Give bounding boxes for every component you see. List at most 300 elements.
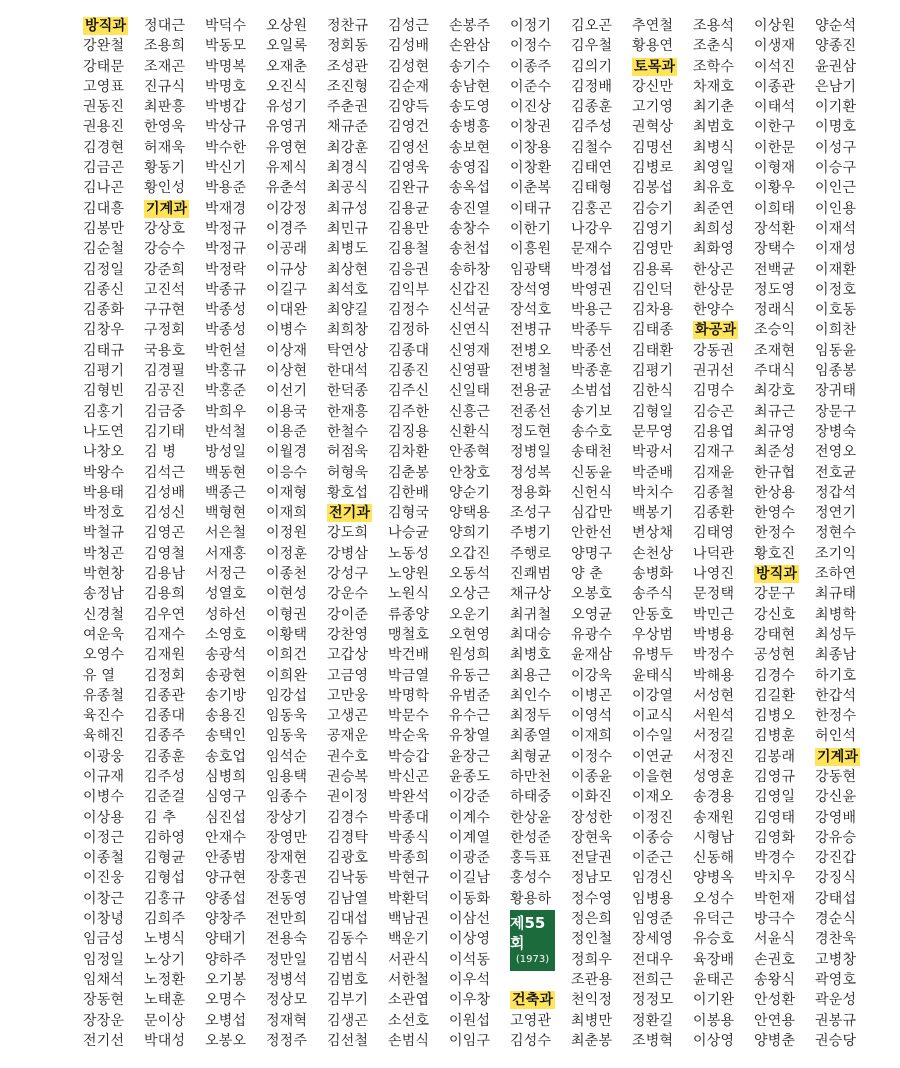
graduate-name: 김종주 [144, 728, 186, 745]
graduate-name: 김경수 [327, 809, 369, 826]
graduate-name: 서원석 [693, 708, 735, 725]
graduate-name: 김용엽 [693, 423, 735, 440]
graduate-name: 조용희 [144, 38, 186, 55]
graduate-name: 최상현 [327, 261, 369, 278]
graduate-name: 한상윤 [510, 809, 552, 826]
graduate-name: 박병용 [693, 626, 735, 643]
graduate-name: 정인철 [571, 931, 613, 948]
graduate-name: 김완규 [388, 180, 430, 197]
graduate-name: 이준수 [510, 78, 552, 95]
graduate-name: 소영호 [205, 626, 247, 643]
graduate-name: 이생재 [754, 38, 796, 55]
graduate-name: 나도연 [83, 423, 125, 440]
graduate-name: 박환덕 [388, 890, 430, 907]
graduate-name: 김정회 [144, 667, 186, 684]
graduate-name: 송옥섭 [449, 180, 491, 197]
graduate-name: 이상영 [449, 931, 491, 948]
graduate-name: 정병일 [510, 444, 552, 461]
graduate-name: 조성구 [510, 505, 552, 522]
graduate-name: 김희주 [144, 911, 186, 928]
graduate-name: 김경수 [754, 667, 796, 684]
graduate-name: 박헌설 [205, 342, 247, 359]
graduate-name: 소선호 [388, 1012, 430, 1029]
graduate-name: 김종훈 [571, 99, 613, 116]
graduate-name: 김영철 [144, 545, 186, 562]
graduate-name: 최준연 [693, 200, 735, 217]
graduate-name: 박용준 [205, 180, 247, 197]
graduate-name: 이석동 [449, 951, 491, 968]
graduate-name: 송영집 [449, 160, 491, 177]
graduate-name: 김영기 [632, 220, 674, 237]
graduate-name: 조병혁 [632, 1032, 674, 1049]
graduate-name: 이상영 [693, 1032, 735, 1049]
graduate-name: 이인용 [815, 200, 857, 217]
graduate-name: 오상원 [266, 18, 308, 34]
graduate-name: 방극수 [754, 911, 796, 928]
graduate-name: 한정수 [754, 525, 796, 542]
graduate-name: 김춘봉 [388, 464, 430, 481]
graduate-name: 전동영 [266, 890, 308, 907]
graduate-name: 이희건 [266, 647, 308, 664]
graduate-name: 장홍권 [266, 870, 308, 887]
graduate-name: 박신곤 [388, 768, 430, 785]
graduate-name: 양순석 [815, 18, 857, 34]
graduate-name: 정정모 [632, 992, 674, 1009]
graduate-name: 박홍규 [205, 363, 247, 380]
graduate-name: 전병규 [510, 322, 552, 339]
graduate-name: 여운욱 [83, 626, 125, 643]
graduate-name: 박용근 [571, 302, 613, 319]
graduate-name: 유승호 [693, 931, 735, 948]
graduate-name: 문무영 [632, 423, 674, 440]
graduate-name: 김형섭 [144, 870, 186, 887]
graduate-name: 조관용 [571, 971, 613, 988]
graduate-name: 김정배 [571, 78, 613, 95]
graduate-name: 이선기 [266, 383, 308, 400]
graduate-name: 이병수 [266, 322, 308, 339]
graduate-name: 김종진 [388, 363, 430, 380]
graduate-name: 나영진 [693, 566, 735, 583]
graduate-name: 최규영 [754, 423, 796, 440]
graduate-name: 권동진 [83, 99, 125, 116]
graduate-name: 송도영 [449, 99, 491, 116]
graduate-name: 강운수 [327, 586, 369, 603]
graduate-name: 한대석 [327, 363, 369, 380]
graduate-name: 강병삼 [327, 545, 369, 562]
graduate-name: 이대완 [266, 302, 308, 319]
graduate-name: 이인근 [815, 180, 857, 197]
graduate-name: 조진형 [327, 78, 369, 95]
graduate-name: 김한식 [632, 383, 674, 400]
graduate-name: 김차환 [388, 444, 430, 461]
graduate-name: 이강욱 [571, 667, 613, 684]
graduate-name: 한갑석 [815, 687, 857, 704]
graduate-name: 최판흥 [144, 99, 186, 116]
graduate-name: 이태규 [510, 200, 552, 217]
graduate-name: 김영욱 [388, 160, 430, 177]
graduate-name: 한영욱 [144, 119, 186, 136]
graduate-name: 한덕종 [327, 383, 369, 400]
graduate-name: 권봉규 [815, 1012, 857, 1029]
graduate-name: 이현성 [266, 586, 308, 603]
graduate-name: 김주신 [388, 383, 430, 400]
graduate-name: 김순재 [388, 78, 430, 95]
graduate-name: 송재원 [693, 809, 735, 826]
graduate-name: 허인석 [815, 728, 857, 745]
graduate-name: 정희우 [571, 951, 613, 968]
graduate-name: 김 병 [144, 444, 177, 461]
graduate-name: 신동해 [693, 850, 735, 867]
graduate-name: 정만일 [266, 951, 308, 968]
graduate-name: 김영태 [754, 809, 796, 826]
graduate-name: 강징식 [815, 870, 857, 887]
graduate-name: 김성현 [388, 58, 430, 75]
graduate-name: 김용만 [388, 220, 430, 237]
graduate-name: 이정진 [632, 809, 674, 826]
graduate-name: 김응권 [388, 261, 430, 278]
graduate-name: 최영일 [693, 160, 735, 177]
graduate-name: 박금열 [388, 667, 430, 684]
graduate-name: 이흥원 [510, 241, 552, 258]
graduate-name: 김태환 [632, 342, 674, 359]
graduate-name: 이종천 [266, 566, 308, 583]
graduate-name: 최춘봉 [571, 1032, 613, 1049]
graduate-name: 김인덕 [632, 281, 674, 298]
graduate-name: 김철수 [571, 139, 613, 156]
graduate-name: 송하창 [449, 261, 491, 278]
class-number-seal [510, 910, 555, 971]
graduate-name: 이기환 [815, 99, 857, 116]
graduate-name: 임강섭 [266, 687, 308, 704]
graduate-name: 강신만 [632, 78, 674, 95]
graduate-name: 양순기 [449, 484, 491, 501]
graduate-name: 이재석 [815, 220, 857, 237]
graduate-name: 김봉래 [754, 748, 796, 765]
graduate-name: 김종철 [693, 484, 735, 501]
graduate-name: 안성환 [754, 992, 796, 1009]
graduate-name: 곽운성 [815, 992, 857, 1009]
graduate-name: 이창권 [510, 119, 552, 136]
graduate-name: 이종철 [83, 850, 125, 867]
graduate-name: 정정주 [266, 1032, 308, 1049]
graduate-name: 김종신 [83, 281, 125, 298]
graduate-name: 최인수 [510, 687, 552, 704]
graduate-name: 김공진 [144, 383, 186, 400]
graduate-name: 이길남 [449, 870, 491, 887]
graduate-name: 진쾌범 [510, 566, 552, 583]
graduate-name: 구규현 [144, 302, 186, 319]
graduate-name: 김영화 [754, 829, 796, 846]
graduate-name: 이화진 [571, 789, 613, 806]
graduate-name: 신헌식 [571, 484, 613, 501]
graduate-name: 송주식 [632, 586, 674, 603]
graduate-name: 한철수 [327, 423, 369, 440]
graduate-name: 양병춘 [754, 1032, 796, 1049]
graduate-name: 고영관 [510, 1012, 552, 1029]
graduate-name: 신경철 [83, 606, 125, 623]
graduate-name: 정도영 [754, 281, 796, 298]
graduate-name: 백형현 [205, 505, 247, 522]
graduate-name: 강승수 [144, 241, 186, 258]
graduate-name: 조성관 [327, 58, 369, 75]
graduate-name: 조재현 [754, 342, 796, 359]
graduate-name: 조재곤 [144, 58, 186, 75]
graduate-name: 노태훈 [144, 992, 186, 1009]
graduate-name: 한상용 [754, 484, 796, 501]
graduate-name: 오상근 [449, 586, 491, 603]
graduate-name: 장병숙 [815, 423, 857, 440]
graduate-name: 김홍규 [144, 890, 186, 907]
graduate-name: 이재성 [815, 241, 857, 258]
graduate-name: 김 추 [144, 809, 177, 826]
graduate-name: 유영현 [266, 139, 308, 156]
graduate-name: 박정규 [205, 220, 247, 237]
graduate-name: 송수호 [571, 423, 613, 440]
graduate-name: 이우석 [449, 971, 491, 988]
graduate-name: 장재현 [266, 850, 308, 867]
graduate-name: 김성근 [388, 18, 430, 34]
graduate-name: 송창수 [449, 220, 491, 237]
graduate-name: 한규협 [754, 464, 796, 481]
graduate-name: 김순철 [83, 241, 125, 258]
graduate-name: 노동성 [388, 545, 430, 562]
graduate-name: 양종진 [815, 38, 857, 55]
graduate-name: 조하연 [815, 566, 857, 583]
graduate-name: 백운기 [388, 931, 430, 948]
graduate-name: 이창환 [510, 160, 552, 177]
graduate-name: 김길환 [754, 687, 796, 704]
graduate-name: 신흥근 [449, 403, 491, 420]
graduate-name: 최민규 [327, 220, 369, 237]
graduate-name: 고갑상 [327, 647, 369, 664]
graduate-name: 문정택 [693, 586, 735, 603]
graduate-name: 양종섭 [205, 890, 247, 907]
graduate-name: 박종선 [571, 342, 613, 359]
graduate-name: 안동호 [632, 606, 674, 623]
graduate-name: 이정수 [510, 38, 552, 55]
graduate-name: 성영훈 [693, 768, 735, 785]
graduate-name: 이재형 [266, 484, 308, 501]
graduate-name: 최강호 [754, 383, 796, 400]
graduate-name: 김정수 [388, 302, 430, 319]
graduate-name: 김주성 [571, 119, 613, 136]
graduate-name: 양명구 [571, 545, 613, 562]
graduate-name: 나덕관 [693, 545, 735, 562]
department-label: 방직과 [85, 18, 127, 34]
graduate-name: 송왕식 [754, 971, 796, 988]
graduate-name: 신영재 [449, 342, 491, 359]
graduate-name: 최희창 [327, 322, 369, 339]
graduate-name: 유수근 [449, 708, 491, 725]
graduate-name: 임광택 [510, 261, 552, 278]
graduate-name: 정성복 [510, 464, 552, 481]
graduate-name: 최대승 [510, 626, 552, 643]
graduate-name: 권귀선 [693, 363, 735, 380]
graduate-name: 이연균 [632, 748, 674, 765]
graduate-name: 황용연 [632, 38, 674, 55]
graduate-name: 이병수 [83, 789, 125, 806]
graduate-name: 이정원 [266, 525, 308, 542]
graduate-name: 정상모 [266, 992, 308, 1009]
graduate-name: 박신기 [205, 160, 247, 177]
graduate-name: 장영만 [266, 829, 308, 846]
graduate-name: 최양길 [327, 302, 369, 319]
graduate-name: 송호업 [205, 748, 247, 765]
graduate-name: 이영석 [571, 708, 613, 725]
graduate-name: 김동수 [327, 931, 369, 948]
graduate-name: 안종혁 [449, 444, 491, 461]
graduate-name: 신일태 [449, 383, 491, 400]
graduate-name: 오갑진 [449, 545, 491, 562]
graduate-name: 탁연상 [327, 342, 369, 359]
graduate-name: 최성두 [815, 626, 857, 643]
graduate-name: 김준걸 [144, 789, 186, 806]
graduate-name: 유광수 [571, 626, 613, 643]
graduate-name: 차재호 [693, 78, 735, 95]
graduate-name: 서은철 [205, 525, 247, 542]
department-heading [144, 199, 205, 219]
graduate-name: 양 춘 [571, 566, 604, 583]
graduate-name: 김의기 [571, 58, 613, 75]
graduate-name: 경순식 [815, 911, 857, 928]
graduate-name: 최유호 [693, 180, 735, 197]
graduate-name: 정도현 [510, 423, 552, 440]
graduate-name: 황호섭 [327, 484, 369, 501]
graduate-name: 윤권삼 [815, 58, 857, 75]
graduate-name: 곽영호 [815, 971, 857, 988]
graduate-name: 한영수 [754, 505, 796, 522]
graduate-name: 이석진 [754, 58, 796, 75]
graduate-name: 송기방 [205, 687, 247, 704]
graduate-name: 송경용 [693, 789, 735, 806]
graduate-name: 강진갑 [815, 850, 857, 867]
graduate-name: 안종범 [205, 850, 247, 867]
department-heading [693, 320, 754, 340]
graduate-name: 최공식 [327, 180, 369, 197]
graduate-name: 임경신 [632, 870, 674, 887]
graduate-name: 류종양 [388, 606, 430, 623]
graduate-name: 김부기 [327, 992, 369, 1009]
graduate-name: 이정근 [83, 829, 125, 846]
graduate-name: 최종열 [510, 728, 552, 745]
graduate-name: 한성준 [510, 829, 552, 846]
graduate-name: 박희우 [205, 403, 247, 420]
graduate-name: 서관식 [388, 951, 430, 968]
graduate-name: 박홍준 [205, 383, 247, 400]
graduate-name: 송남현 [449, 78, 491, 95]
graduate-name: 강성구 [327, 566, 369, 583]
graduate-name: 주춘권 [327, 99, 369, 116]
graduate-name: 김태연 [571, 160, 613, 177]
graduate-name: 하기호 [815, 667, 857, 684]
graduate-name: 김창우 [83, 322, 125, 339]
graduate-name: 서정근 [205, 566, 247, 583]
graduate-name: 이한구 [754, 119, 796, 136]
graduate-name: 김범호 [327, 971, 369, 988]
graduate-name: 전호균 [815, 464, 857, 481]
graduate-name: 박경수 [754, 850, 796, 867]
graduate-name: 이춘복 [510, 180, 552, 197]
graduate-name: 이재환 [815, 261, 857, 278]
graduate-name: 이재희 [266, 505, 308, 522]
graduate-name: 최화영 [693, 241, 735, 258]
graduate-name: 이광웅 [83, 748, 125, 765]
graduate-name: 이수일 [632, 728, 674, 745]
graduate-name: 장석환 [754, 220, 796, 237]
graduate-name: 고기영 [632, 99, 674, 116]
graduate-name: 김재구 [693, 444, 735, 461]
graduate-name: 조춘식 [693, 38, 735, 55]
graduate-name: 노상기 [144, 951, 186, 968]
graduate-name: 이승구 [815, 160, 857, 177]
graduate-name: 허재욱 [144, 139, 186, 156]
graduate-name: 하태중 [510, 789, 552, 806]
graduate-name: 김징용 [388, 423, 430, 440]
graduate-name: 김태형 [571, 180, 613, 197]
graduate-name: 김형국 [388, 505, 430, 522]
graduate-name: 박왕수 [83, 464, 125, 481]
graduate-name: 정용화 [510, 484, 552, 501]
graduate-name: 정환길 [632, 1012, 674, 1029]
graduate-name: 고진석 [144, 281, 186, 298]
graduate-name: 최용근 [510, 667, 552, 684]
graduate-name: 박현창 [83, 566, 125, 583]
graduate-name: 유병두 [632, 647, 674, 664]
graduate-name: 이계열 [449, 829, 491, 846]
graduate-name: 심진섭 [205, 809, 247, 826]
graduate-name: 권수호 [327, 748, 369, 765]
graduate-name: 이준근 [632, 850, 674, 867]
graduate-name: 박종식 [388, 829, 430, 846]
graduate-name: 이계수 [449, 809, 491, 826]
graduate-name: 김한배 [388, 484, 430, 501]
graduate-name: 김우연 [144, 606, 186, 623]
department-heading [754, 564, 815, 584]
graduate-name: 이봉용 [693, 1012, 735, 1029]
graduate-name: 김형일 [632, 403, 674, 420]
graduate-name: 김금곤 [83, 160, 125, 177]
graduate-name: 채규준 [327, 119, 369, 136]
graduate-name: 이희완 [266, 667, 308, 684]
graduate-name: 강찬영 [327, 626, 369, 643]
graduate-name: 송기수 [449, 58, 491, 75]
graduate-name: 김영규 [754, 768, 796, 785]
graduate-name: 오현영 [449, 626, 491, 643]
graduate-name: 최형균 [510, 748, 552, 765]
graduate-name: 박영권 [571, 281, 613, 298]
graduate-name: 심영구 [205, 789, 247, 806]
graduate-name: 육장배 [693, 951, 735, 968]
graduate-name: 전종선 [510, 403, 552, 420]
graduate-name: 나승균 [388, 525, 430, 542]
graduate-name: 이광준 [449, 850, 491, 867]
graduate-name: 정수영 [571, 890, 613, 907]
graduate-name: 김재원 [144, 647, 186, 664]
graduate-name: 김홍곤 [571, 200, 613, 217]
graduate-name: 나창오 [83, 444, 125, 461]
graduate-name: 윤재삼 [571, 647, 613, 664]
graduate-name: 김승기 [632, 200, 674, 217]
graduate-name: 최병학 [815, 606, 857, 623]
graduate-name: 성열호 [205, 586, 247, 603]
graduate-name: 한재흥 [327, 403, 369, 420]
graduate-name: 박종대 [388, 809, 430, 826]
graduate-name: 전병철 [510, 363, 552, 380]
graduate-name: 이원섭 [449, 1012, 491, 1029]
graduate-name: 반석철 [205, 423, 247, 440]
graduate-name: 강동현 [815, 768, 857, 785]
graduate-name: 이한문 [754, 139, 796, 156]
